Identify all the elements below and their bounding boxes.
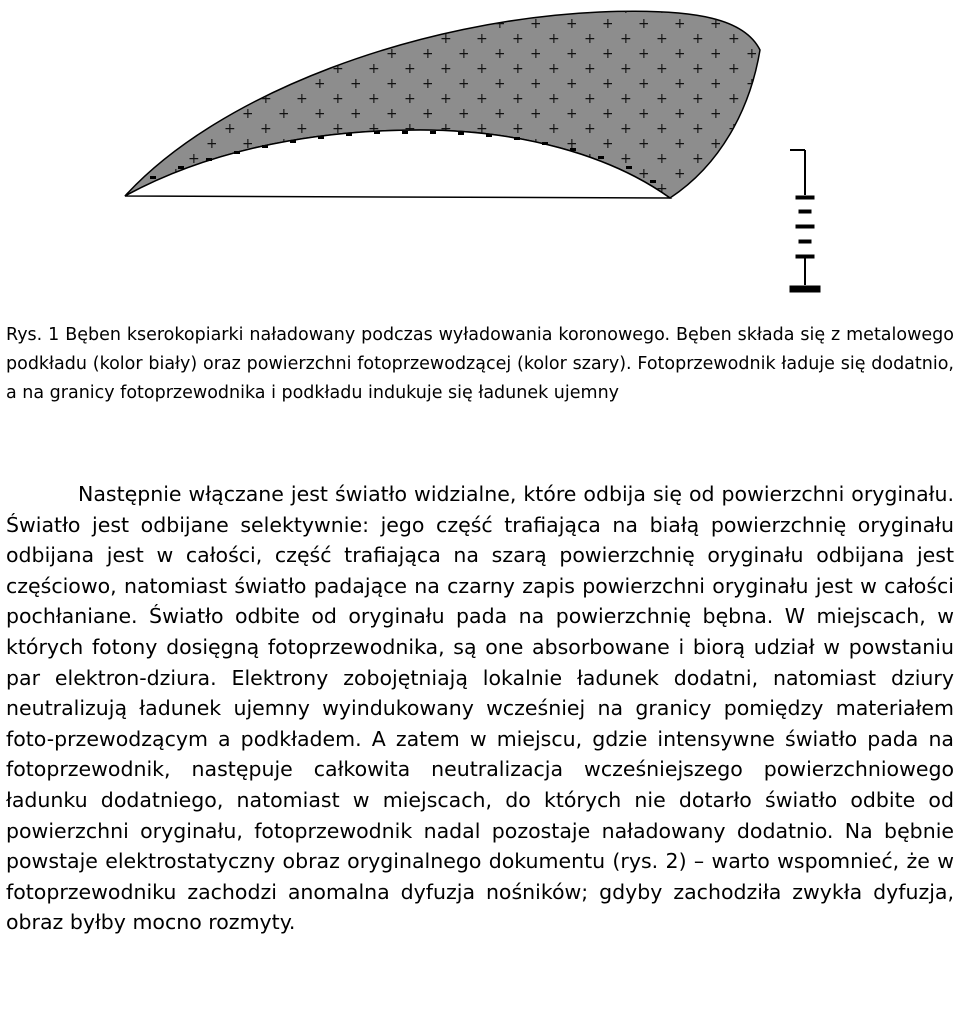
figure-caption: Rys. 1 Bęben kserokopiarki naładowany podczas wyładowania koronowego. Bęben składa się z metalowego podkładu (kolor biały) oraz powierzchni fotoprzewodzącej (kolor szary). Fotoprzewodnik ładuje się dodatnio, a na granicy fotoprzewodnika i podkładu indukuje się ładunek ujemny [6, 325, 954, 403]
body-paragraph [6, 479, 954, 938]
ground-connection [790, 150, 820, 292]
body-paragraph-text: Następnie włączane jest światło widzialne, które odbija się od powierzchni oryginału. Światło jest odbijane selektywnie: jego część trafiająca na białą powierzchnię oryginału odbijana jest w całości, część trafiająca na szarą powierzchnię oryginału odbijana jest częściowo, natomiast światło padające na czarny zapis powierzchni oryginału jest w całości pochłaniane. Światło odbite od oryginału pada na powierzchnię bębna. W miejscach, w których fotony dosięgną fotoprzewodnika, są one absorbowane i biorą udział w powstaniu par elektron-dziura. Elektrony zobojętniają lokalnie ładunek dodatni, natomiast dziury neutralizują ładunek ujemny wyindukowany wcześniej na granicy pomiędzy materiałem foto-przewodzącym a podkładem. A zatem w miejscu, gdzie intensywne światło pada na fotoprzewodnik, następuje całkowita neutralizacja wcześniejszego powierzchniowego ładunku dodatniego, natomiast w miejscach, do których nie dotarło światło odbite od powierzchni oryginału, fotoprzewodnik nadal pozostaje naładowany dodatnio. Na bębnie powstaje elektrostatyczny obraz oryginalnego dokumentu (rys. 2) – warto wspomnieć, że w fotoprzewodniku zachodzi anomalna dyfuzja nośników; gdyby zachodziła zwykła dyfuzja, obraz byłby mocno rozmyty. [6, 482, 954, 935]
drum-diagram [0, 0, 960, 305]
